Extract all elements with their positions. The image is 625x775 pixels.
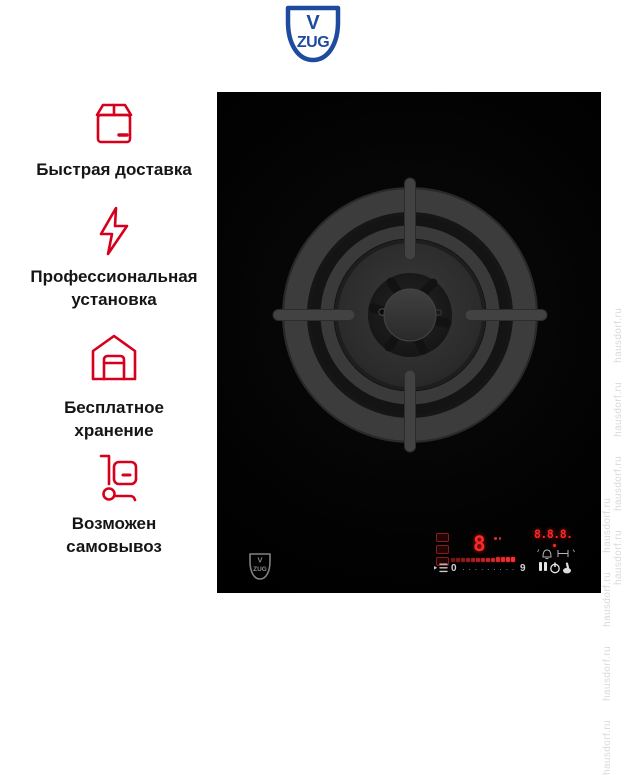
vzug-logo-shield-icon	[282, 4, 344, 64]
lightning-icon	[18, 205, 210, 257]
bell-icon	[543, 550, 551, 559]
timer-mode-icons	[536, 548, 576, 560]
interval-timer-icon	[558, 550, 568, 557]
timer-display: 8.8.8.	[534, 527, 573, 541]
watermark-column: hausdorf.ru hausdorf.ru hausdorf.ru hausdorf.ru	[613, 307, 624, 585]
feature-label: Профессиональная установка	[30, 267, 198, 309]
feature-label: Бесплатное хранение	[64, 398, 164, 440]
burner-grate-graphic	[217, 92, 601, 593]
scale-min-label: 0	[451, 563, 457, 574]
feature-pro-install	[18, 205, 210, 311]
vzug-badge-icon	[247, 552, 273, 582]
logo-letter-v: V	[305, 12, 320, 34]
power-unit-marks	[494, 537, 502, 540]
vzug-logo	[282, 4, 344, 64]
feature-label: Возможен самовывоз	[66, 514, 162, 556]
badge-letter-v: V	[257, 555, 263, 565]
feature-pickup	[18, 450, 210, 558]
timer-indicator-dot	[553, 544, 556, 547]
feature-free-storage	[18, 330, 210, 442]
power-level-bar	[451, 556, 515, 562]
scale-max-label: 9	[520, 563, 526, 574]
watermark-column: hausdorf.ru hausdorf.ru hausdorf.ru hausdorf.ru	[602, 497, 613, 775]
pause-icon	[539, 562, 547, 571]
package-icon	[18, 98, 210, 150]
warehouse-icon	[18, 330, 210, 388]
power-icon	[549, 562, 561, 574]
feature-label: Быстрая доставка	[36, 160, 192, 179]
product-image-gas-hob[interactable]	[217, 92, 601, 593]
logo-word-zug: ZUG	[296, 34, 329, 51]
feature-fast-delivery	[18, 98, 210, 182]
scale-dots: ·········	[462, 564, 518, 574]
child-lock-hand-icon	[561, 562, 573, 574]
power-level-display: 8	[473, 532, 485, 556]
handtruck-icon	[18, 450, 210, 504]
badge-word-zug: ZUG	[253, 566, 267, 573]
slider-menu-icon	[434, 562, 448, 574]
